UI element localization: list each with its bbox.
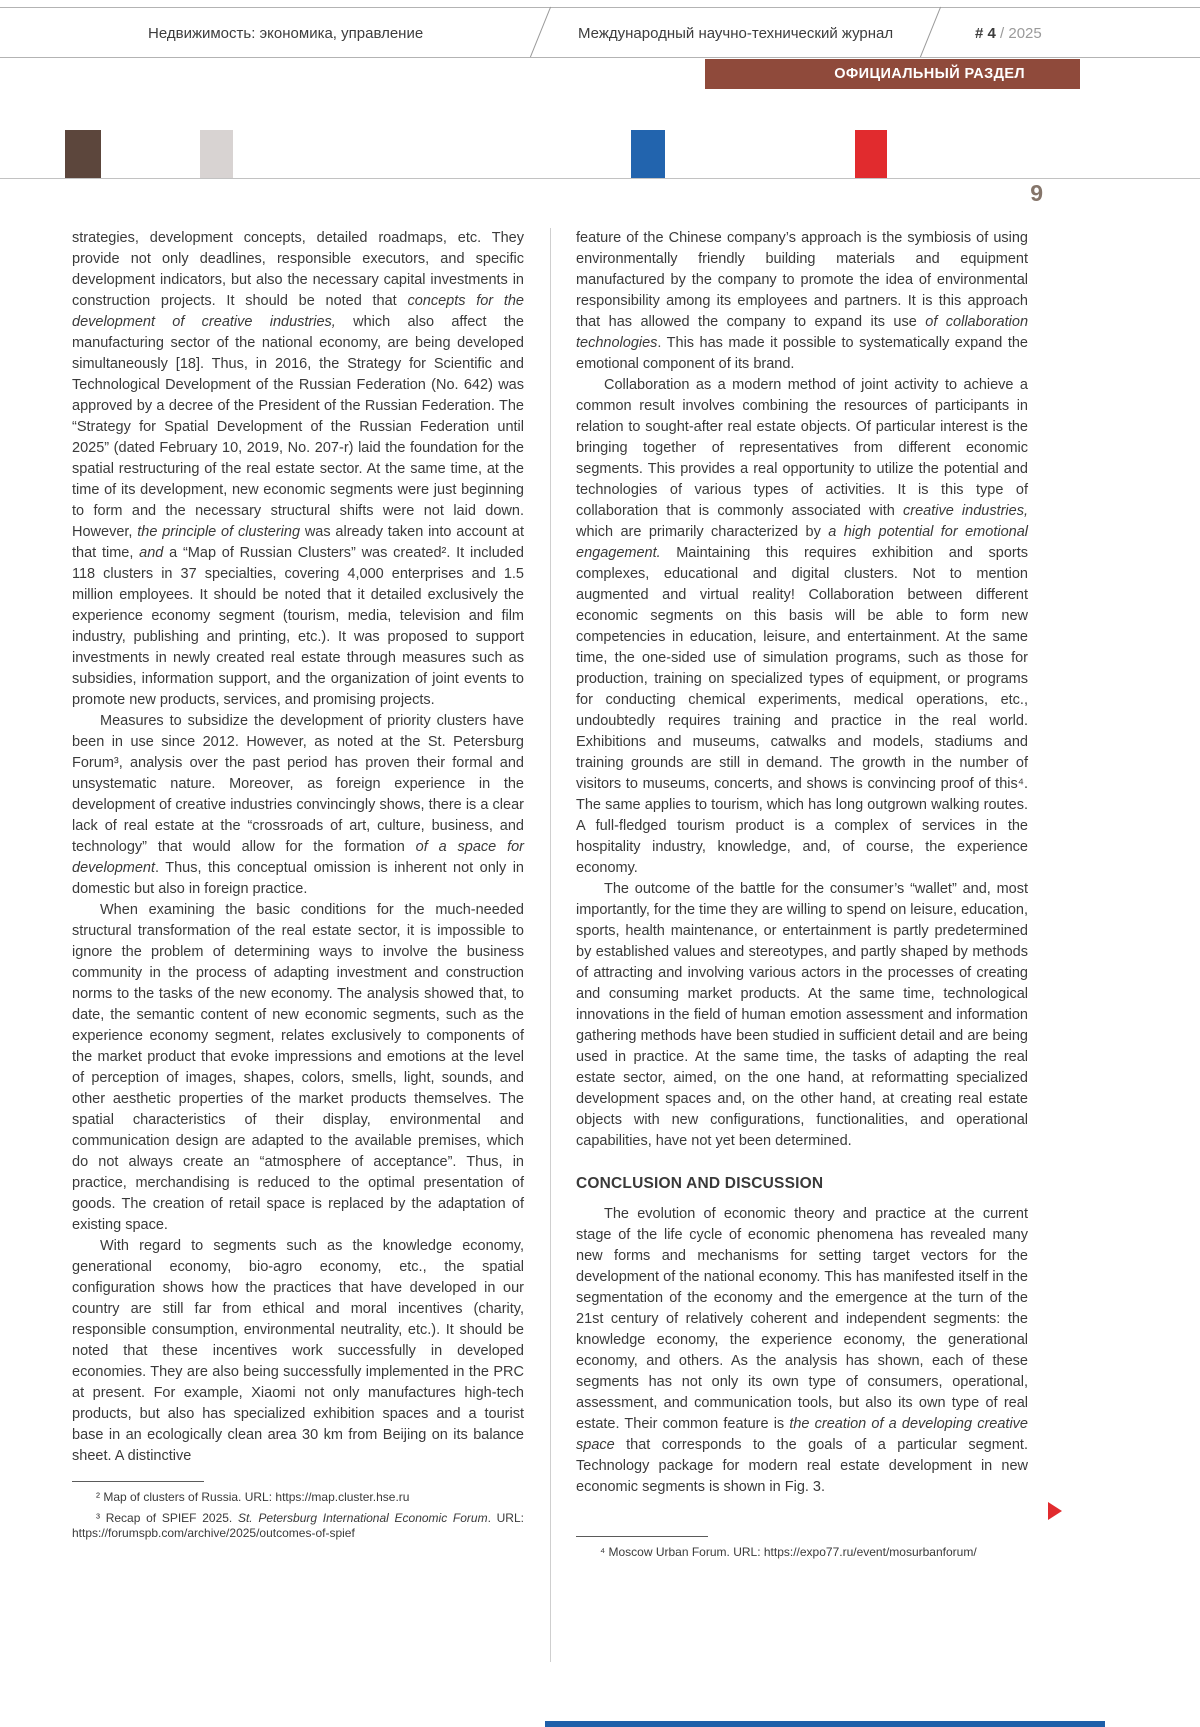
- continuation-arrow-icon: [1048, 1502, 1062, 1520]
- strip-rule: [0, 178, 1200, 179]
- paragraph: The evolution of economic theory and practice at the current stage of the life cycle of economic phenomena has revealed many new forms and mechanisms for setting target vectors for the development of the national economy. This has manifested itself in the segmentation of the economy and the emergence at the turn of the 21st century of relatively coherent and independent segments: the knowledge economy, the experience economy, the generational economy, and others. As the analysis has shown, each of these segments has not only its own type of consumers, operational, assessment, and communication tools, but also its own type of real estate. Their common feature is the creation of a developing creative space that corresponds to the goals of a particular segment. Technology package for modern real estate development in new economic segments is shown in Fig. 3.: [576, 1206, 1028, 1495]
- footnote: ² Map of clusters of Russia. URL: https://map.cluster.hse.ru: [96, 1490, 410, 1504]
- deco-block-brown: [65, 130, 101, 178]
- header-divider-slash-2: [920, 7, 941, 57]
- footnotes-left: [72, 1481, 524, 1542]
- journal-subtitle: Международный научно-технический журнал: [578, 25, 894, 42]
- top-rule: [0, 7, 1200, 8]
- paragraph: feature of the Chinese company’s approach is the symbiosis of using environmentally friendly building materials and equipment manufactured by the company to promote the idea of environmental responsibility among its employees and partners. It is this approach that has allowed the company to expand its use of collaboration technologies. This has made it possible to systematically expand the emotional component of its brand.: [576, 230, 1029, 372]
- deco-block-red: [855, 130, 887, 178]
- right-column: [576, 228, 1028, 1566]
- section-banner: ОФИЦИАЛЬНЫЙ РАЗДЕЛ: [705, 59, 1080, 89]
- page-number: 9: [1030, 180, 1043, 206]
- paragraph: The outcome of the battle for the consumer’s “wallet” and, most importantly, for the time they are willing to spend on leisure, education, sports, health maintenance, or entertainment is partly predetermined by established values and stereotypes, and partly shaped by methods of attracting and involving various actors in the processes of creating and consuming market products. At the same time, technological innovations in the field of human emotion assessment and information gathering methods have been studied in sufficient detail and are being used in practice. At the same time, the tasks of adapting the real estate sector, aimed, on the one hand, at reformatting specialized development spaces and, on the other hand, at creating real estate objects with new configurations, functionalities, and operational capabilities, have not yet been determined.: [576, 881, 1028, 1149]
- footnote-divider: [72, 1481, 204, 1482]
- left-column: [72, 228, 524, 1547]
- footnotes-right: [576, 1536, 1028, 1561]
- journal-title: Недвижимость: экономика, управление: [148, 25, 424, 42]
- issue-year: / 2025: [1000, 25, 1042, 42]
- paragraph: Measures to subsidize the development of priority clusters have been in use since 2012. However, as noted at the St. Petersburg Forum³, analysis over the past period has proven their formal and unsystematic nature. Moreover, as foreign experience in the development of creative industries convincingly shows, there is a clear lack of real estate at the “crossroads of art, culture, business, and technology” that would allow for the formation of a space for development. Thus, this conceptual omission is inherent not only in domestic but also in foreign practice.: [72, 713, 524, 897]
- footnote-divider: [576, 1536, 708, 1537]
- issue-number: # 4: [975, 25, 996, 42]
- paragraph: strategies, development concepts, detailed roadmaps, etc. They provide not only deadlines, responsible executors, and specific development indicators, but also the necessary capital investments in construction projects. It should be noted that concepts for the development of creative industries, which also affect the manufacturing sector of the national economy, are being developed simultaneously [18]. Thus, in 2016, the Strategy for Scientific and Technological Development of the Russian Federation (No. 642) was approved by a decree of the President of the Russian Federation. The “Strategy for Spatial Development of the Russian Federation until 2025” (dated February 10, 2019, No. 207-r) laid the foundation for the spatial restructuring of the real estate sector. At the same time, at the time of its development, new economic segments were just beginning to form and the necessary structural shifts were not laid down. However, the principle of clustering was already taken into account at that time, and a “Map of Russian Clusters” was created². It included 118 clusters in 37 specialties, covering 4,000 enterprises and 1.5 million employees. It should be noted that it detailed exclusively the experience economy segment (tourism, media, television and film industry, publishing and printing, etc.). It was proposed to support investments in newly created real estate through measures such as subsidies, information support, and the organization of joint events to promote new products, services, and promising projects.: [72, 230, 524, 708]
- deco-block-gray: [200, 130, 233, 178]
- section-heading: CONCLUSION AND DISCUSSION: [576, 1175, 824, 1192]
- deco-block-blue: [631, 130, 665, 178]
- paragraph: When examining the basic conditions for the much-needed structural transformation of the real estate sector, it is impossible to ignore the problem of determining ways to involve the business community in the process of adapting investment and construction norms to the tasks of the new economy. The analysis showed that, to date, the semantic content of new economic segments, such as the experience economy segment, relates exclusively to components of the market product that evoke impressions and emotions at the level of perception of images, shapes, colors, smells, light, sounds, and other aesthetic properties of the market products themselves. The spatial characteristics of their display, environmental and communication design are adapted to the available premises, which do not always create an “atmosphere of acceptance”. Thus, in practice, merchandising is reduced to the optimal presentation of goods. The creation of retail space is replaced by the adaptation of existing space.: [72, 902, 524, 1233]
- header-divider-slash-1: [530, 7, 551, 57]
- footnote: ⁴ Moscow Urban Forum. URL: https://expo77.ru/event/mosurbanforum/: [600, 1545, 977, 1559]
- header-rule: [0, 57, 1200, 58]
- paragraph: With regard to segments such as the knowledge economy, generational economy, bio-agro economy, etc., the spatial configuration shows how the practices that have developed in our country are still far from ethical and moral incentives (charity, responsible consumption, environmental neutrality, etc.). It should be noted that these incentives work successfully in developed economies. They are also being successfully implemented in the PRC at present. For example, Xiaomi not only manufactures high-tech products, but also has specialized exhibition spaces and a tourist base in an ecologically clean area 30 km from Beijing on its balance sheet. A distinctive: [72, 1238, 524, 1464]
- footnote: ³ Recap of SPIEF 2025. St. Petersburg International Economic Forum. URL: https://forumspb.com/archive/2025/outcomes-of-spief: [72, 1510, 524, 1540]
- column-divider: [550, 228, 551, 1662]
- issue-label: [975, 25, 1085, 42]
- paragraph: Collaboration as a modern method of joint activity to achieve a common result involves combining the resources of participants in relation to sought-after real estate objects. Of particular interest is the bringing together of representatives from different economic segments. This provides a real opportunity to utilize the potential and technologies of various types of activities. It is this type of collaboration that is commonly associated with creative industries, which are primarily characterized by a high potential for emotional engagement. Maintaining this requires exhibition and sports complexes, educational and digital clusters. Not to mention augmented and virtual reality! Collaboration between different economic segments on this basis will be able to form new competencies in education, leisure, and entertainment. At the same time, the one-sided use of simulation programs, such as those for production, training on specialized types of equipment, or programs for conducting chemical experiments, medical operations, etc., undoubtedly requires training and practice in the real world. Exhibitions and museums, catwalks and models, stadiums and training grounds are still in demand. The growth in the number of visitors to museums, concerts, and shows is convincing proof of this⁴. The same applies to tourism, which has long outgrown walking routes. A full-fledged tourism product is a complex of services in the hospitality industry, knowledge, and, of course, the experience economy.: [576, 377, 1028, 876]
- bottom-blue-bar: [545, 1721, 1105, 1727]
